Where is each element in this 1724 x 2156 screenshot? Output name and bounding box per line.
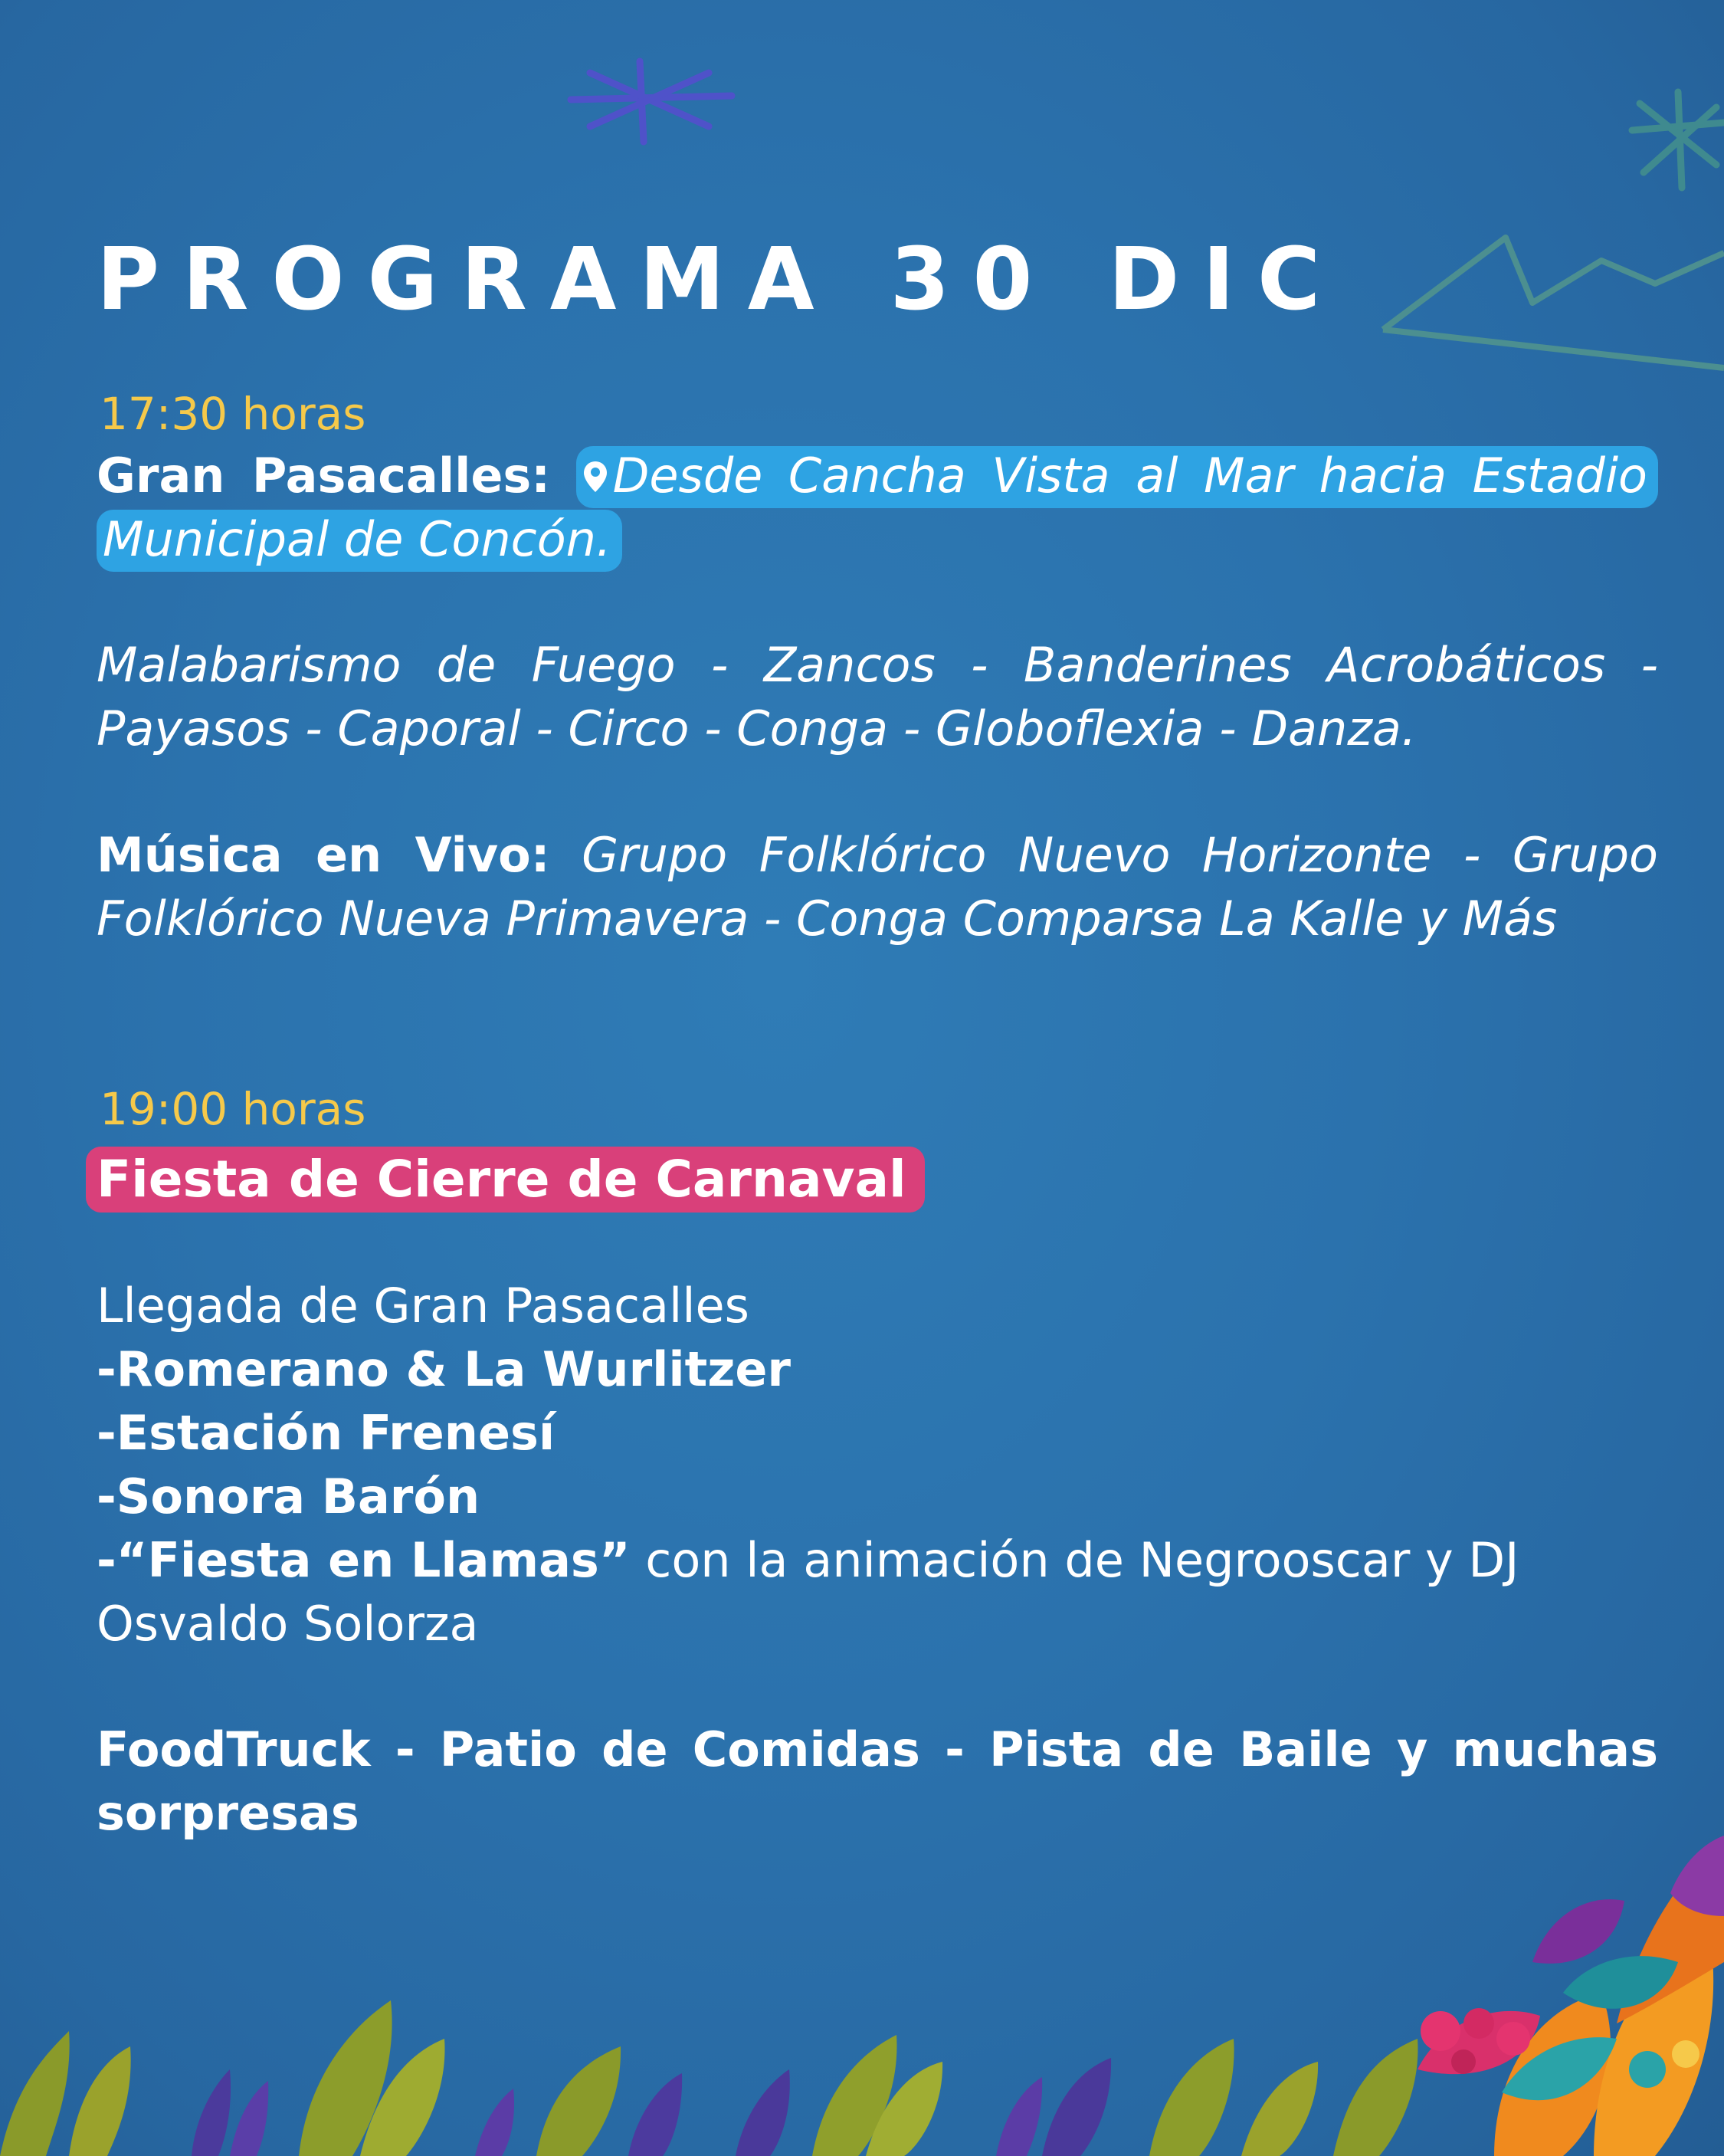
event1-description <box>97 444 1658 571</box>
event1-music-list: Grupo Folklórico Nuevo Horizonte - Grupo Folklórico Nueva Primavera - Conga Comparsa La Kalle y Más <box>97 827 1658 947</box>
event2-act-1: -Romerano & La Wurlitzer <box>97 1341 791 1397</box>
event2-heading: Fiesta de Cierre de Carnaval <box>86 1147 925 1213</box>
event2-lineup <box>97 1274 1658 1656</box>
event1-music <box>97 823 1658 950</box>
tropical-flowers-decoration <box>1418 1836 1724 2156</box>
event1-location: Desde Cancha Vista al Mar hacia Estadio Municipal de Concón. <box>103 448 1647 567</box>
event2-special-act-detail: con la animación de Negrooscar y DJ Osvaldo Solorza <box>97 1532 1519 1652</box>
star-doodle-top <box>571 61 732 142</box>
event2-act-2: -Estación Frenesí <box>97 1405 556 1461</box>
event2-act-3: -Sonora Barón <box>97 1469 480 1524</box>
event1-activities: Malabarismo de Fuego - Zancos - Banderines Acrobáticos - Payasos - Caporal - Circo - Conga - Globoflexia - Danza. <box>97 637 1658 756</box>
event1-music-label: Música en Vivo: <box>97 827 550 883</box>
event2-time: 19:00 horas <box>100 1083 366 1135</box>
page-title: PROGRAMA 30 DIC <box>97 230 1344 330</box>
mountain-doodle <box>1383 238 1724 330</box>
event1-time: 17:30 horas <box>100 388 366 440</box>
event1-heading: Gran Pasacalles: <box>97 448 551 504</box>
event2-extras: FoodTruck - Patio de Comidas - Pista de Baile y muchas sorpresas <box>97 1721 1658 1841</box>
location-pin-icon <box>582 460 608 494</box>
event2-special-act: -“Fiesta en Llamas” <box>97 1532 631 1588</box>
event2-special-act-line <box>97 1528 1598 1656</box>
event2-arrival: Llegada de Gran Pasacalles <box>97 1278 749 1334</box>
star-doodle-right <box>1632 92 1724 188</box>
foliage-bottom <box>0 2000 1418 2156</box>
